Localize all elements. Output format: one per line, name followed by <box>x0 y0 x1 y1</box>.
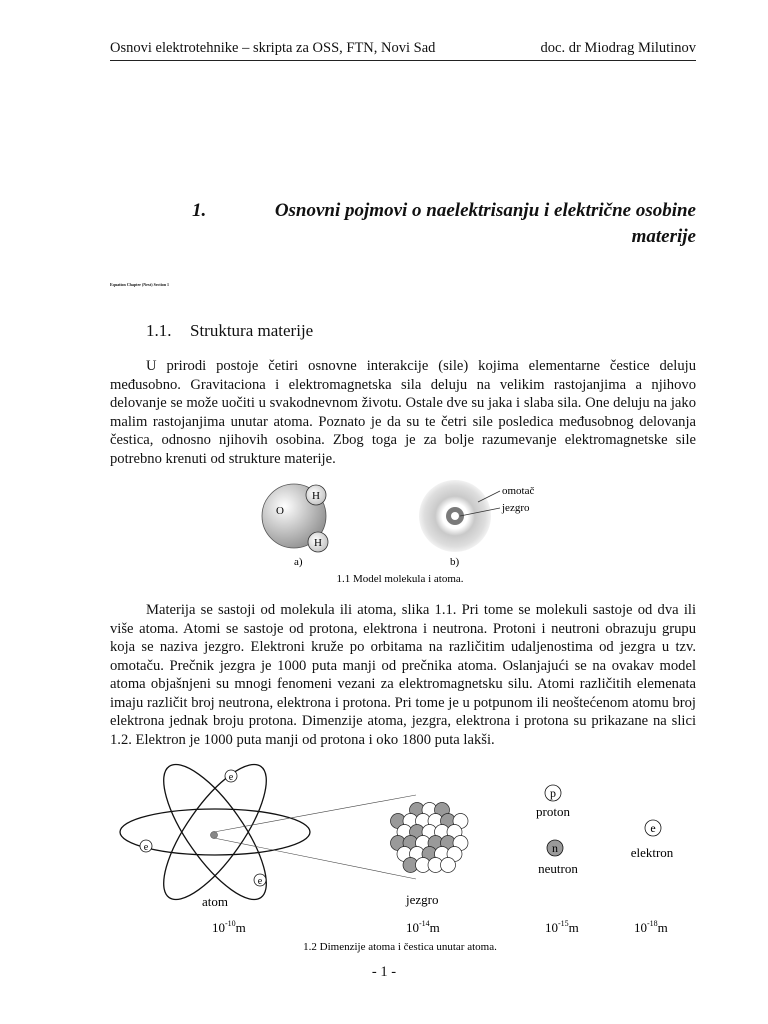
equation-chapter-marker: Equation Chapter (Next) Section 1 <box>110 282 170 287</box>
zoom-line-bottom <box>214 838 416 879</box>
electron-bottom <box>254 874 266 887</box>
svg-text:10-15m: $10^{-15}m$ <box>545 919 579 935</box>
electron-left <box>140 840 152 853</box>
svg-text:p: p <box>550 786 556 800</box>
svg-text:10-14m: $10^{-14}m$ <box>406 919 440 935</box>
svg-text:e: e <box>257 876 263 887</box>
neutron-label: neutron <box>538 861 578 876</box>
chapter-title <box>180 198 696 250</box>
dimension-elektron <box>634 919 668 935</box>
dimension-proton <box>545 919 579 935</box>
nucleus-inner <box>451 512 459 520</box>
svg-text:e: e <box>143 842 149 853</box>
jezgro-cluster-label: jezgro <box>406 892 439 907</box>
svg-text:10-18m: $10^{-18}m$ <box>634 919 668 935</box>
body-paragraph-2: Materija se sastoji od molekula ili atoma, slika 1.1. Pri tome se molekuli sastoje od dva ili više atoma. Atomi se sastoje od protona, elektrona i neutrona. Protoni i neutroni obrazuju grupu koja se naziva jezgro. Elektroni kruže po orbitama na različitim udaljenostima od jezgra u tzv. omotaču. Prečnik jezgra je 1000 puta manji od prečnika atoma. Oslanjajući se na ovakav model atoma objašnjeni su mnogi fenomeni vezani za elektromagnetsku silu. Atomi različitih elemenata imaju različit broj neutrona, elektrona i protona. Pri tome je u potpunom ili neoštećenom atomu broj elektrona jednak broju protona. Dimenzije atoma, jezgra, elektrona i protona su prikazane na slici 1.2. Elektron je 1000 puta manji od protona i oko 1800 puta lakši. <box>110 602 696 748</box>
figure-molecule-atom <box>250 478 570 590</box>
proton-label: proton <box>536 804 570 819</box>
figure-1-caption: 1.1 Model molekula i atoma. <box>336 573 464 585</box>
atom-label: atom <box>202 894 228 909</box>
section-title: Struktura materije <box>190 321 314 340</box>
jezgro-label: jezgro <box>502 502 530 514</box>
chapter-title-line-2: materije <box>631 226 696 247</box>
nucleus-cluster <box>391 803 469 873</box>
electron-legend-symbol <box>645 820 661 836</box>
figure-2-caption: 1.2 Dimenzije atoma i čestica unutar atoma. <box>303 941 497 953</box>
figure-label-a: a) <box>294 556 303 568</box>
svg-text:10-10m: $10^{-10}m$ <box>212 919 246 935</box>
svg-text:e: e <box>650 821 656 835</box>
proton-symbol <box>545 785 561 801</box>
figure-label-b: b) <box>450 556 460 568</box>
section-number: 1.1. <box>146 321 172 340</box>
body-paragraph-1: U prirodi postoje četiri osnovne interakcije (sile) kojima elementarne čestice deluju međusobno. Gravitaciona i elektromagnetska sila deluju na velikim rastojanjima a njihovo delovanje se može uočiti u svakodnevnom životu. Ostale dve su jaka i slaba sila. One deluju na jako malim rastojanjima unutar atoma. Poznato je da su te četri sile posledica međusobnog delovanja čestica, odnosno njihovih osobina. Zbog toga je za bolje razumevanje elektromagnetske sile potrebno krenuti od strukture materije. <box>110 358 696 467</box>
dimension-jezgro <box>406 919 440 935</box>
neutron-symbol <box>547 840 563 856</box>
svg-text:e: e <box>228 772 234 783</box>
figure-atom-dimensions <box>110 752 710 957</box>
section-heading <box>146 321 313 341</box>
chapter-number: 1. <box>192 200 207 221</box>
running-header-left: Osnovi elektrotehnike – skripta za OSS, FTN, Novi Sad <box>110 40 436 56</box>
running-header-right: doc. dr Miodrag Milutinov <box>540 40 696 56</box>
hydrogen-label-2: H <box>314 537 322 549</box>
zoom-line-top <box>214 795 416 832</box>
page-number: - 1 - <box>371 964 397 980</box>
cluster-proton <box>441 858 456 873</box>
oxygen-label: O <box>276 505 284 517</box>
header-rule <box>110 60 696 61</box>
chapter-title-line-1: Osnovni pojmovi o naelektrisanju i električne osobine <box>274 200 696 221</box>
dimension-atom <box>212 919 246 935</box>
atom-nucleus-dot <box>211 832 218 839</box>
hydrogen-label-1: H <box>312 490 320 502</box>
svg-text:n: n <box>552 841 558 855</box>
elektron-label: elektron <box>630 845 674 860</box>
omotac-label: omotač <box>502 485 535 497</box>
electron-top <box>225 770 237 783</box>
